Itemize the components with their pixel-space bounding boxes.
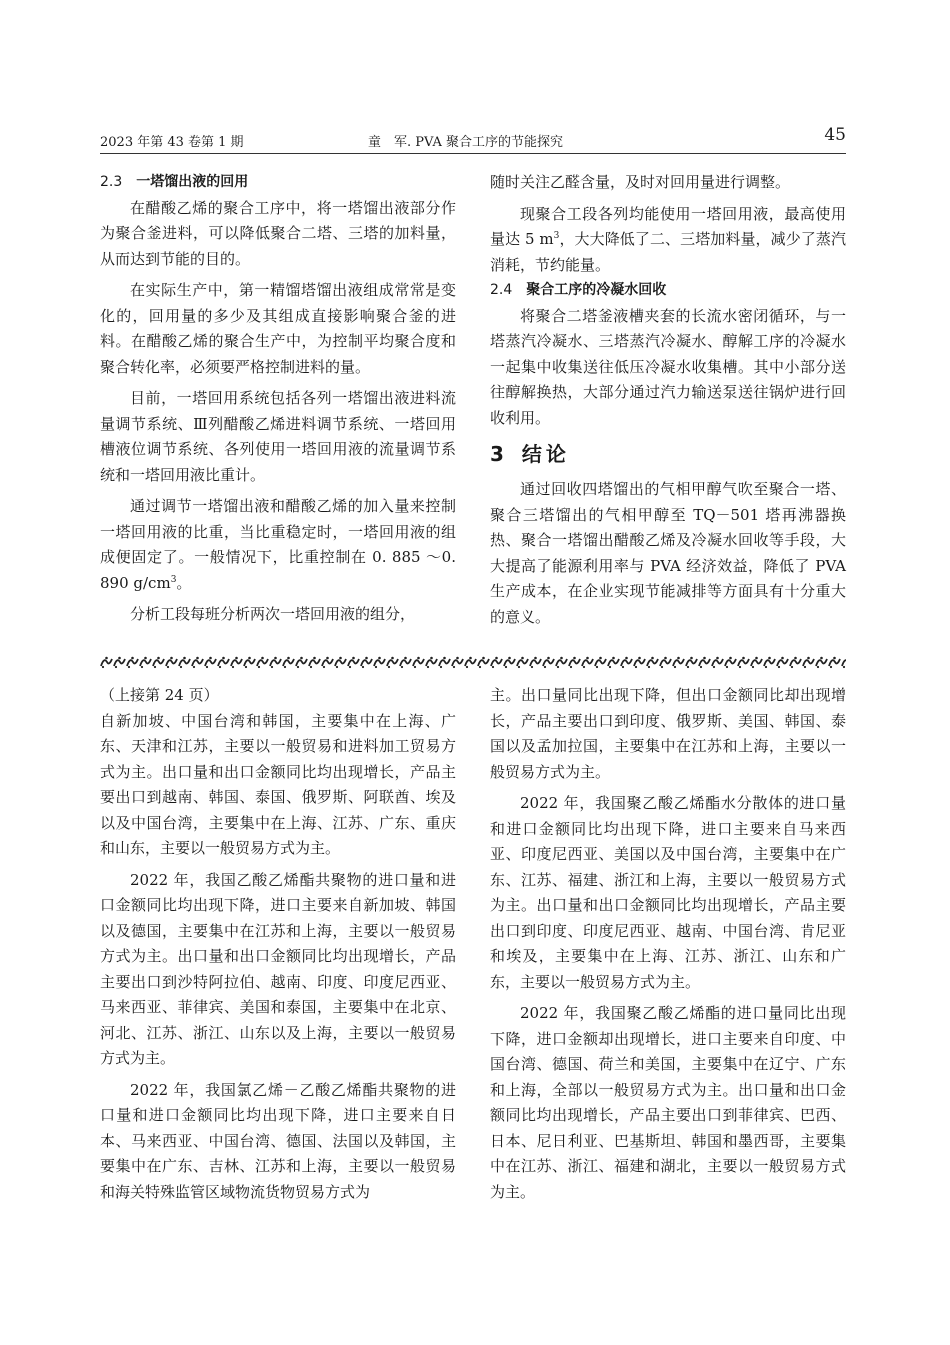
section-number: 3 xyxy=(490,442,508,466)
header-rule xyxy=(100,153,846,154)
paragraph: 通过调节一塔馏出液和醋酸乙烯的加入量来控制一塔回用液的比重，当比重稳定时，一塔回用液的组成便固定了。一般情况下，比重控制在 0. 885 ～0. 890 $g/cm^3$。 xyxy=(100,497,456,592)
paragraph: 2022 年，我国氯乙烯－乙酸乙烯酯共聚物的进口量和进口金额同比均出现下降，进口主要来自日本、马来西亚、中国台湾、德国、法国以及韩国，主要集中在广东、吉林、江苏和上海，主要以一般贸易和海关特殊监管区域物流货物贸易方式为 xyxy=(100,1080,456,1201)
paragraph-continued: 随时关注乙醛含量，及时对回用量进行调整。 xyxy=(490,173,791,191)
page-number: 45 xyxy=(824,125,846,145)
lower-left-column xyxy=(100,683,456,1205)
paragraph: 在实际生产中，第一精馏塔馏出液组成常常是变化的，回用量的多少及其组成直接影响聚合釜的进料。在醋酸乙烯的聚合生产中，为控制平均聚合度和聚合转化率，必须要严格控制进料的量。 xyxy=(100,281,456,376)
running-title: 童 军. PVA 聚合工序的节能探究 xyxy=(368,135,564,150)
paragraph: 2022 年，我国聚乙酸乙烯酯的进口量同比出现下降，进口金额却出现增长，进口主要来自印度、中国台湾、德国、荷兰和美国，主要集中在辽宁、广东和上海，全部以一般贸易方式为主。出口量和出口金额同比均出现增长，产品主要出口到菲律宾、巴西、日本、尼日利亚、巴基斯坦、韩国和墨西哥，主要集中在江苏、浙江、福建和湖北，主要以一般贸易方式为主。 xyxy=(490,1004,846,1201)
paragraph: 2022 年，我国聚乙酸乙烯酯水分散体的进口量和进口金额同比均出现下降，进口主要来自马来西亚、印度尼西亚、美国以及中国台湾，主要集中在广东、江苏、福建、浙江和上海，主要以一般贸易方式为主。出口量和出口金额同比均出现增长，产品主要出口到印度、印度尼西亚、越南、中国台湾、肯尼亚和埃及，主要集中在上海、江苏、浙江、山东和广东，主要以一般贸易方式为主。 xyxy=(490,794,846,991)
decorative-divider xyxy=(100,655,846,669)
section-title: 聚合工序的冷凝水回收 xyxy=(526,282,667,298)
paragraph: 将聚合二塔釜液槽夹套的长流水密闭循环，与一塔蒸汽冷凝水、三塔蒸汽冷凝水、醇解工序的冷凝水一起集中收集送往低压冷凝水收集槽。其中小部分送往醇解换热，大部分通过汽力输送泵送往锅炉进行回收利用。 xyxy=(490,306,846,427)
section-2-3-heading xyxy=(100,170,456,196)
paragraph-continued: 自新加坡、中国台湾和韩国，主要集中在上海、广东、天津和江苏，主要以一般贸易和进料加工贸易方式为主。出口量和出口金额同比均出现增长，产品主要出口到越南、韩国、泰国、俄罗斯、阿联酋、埃及以及中国台湾，主要集中在上海、江苏、广东、重庆和山东，主要以一般贸易方式为主。 xyxy=(100,711,456,857)
section-3-heading xyxy=(490,437,846,471)
paragraph: 分析工段每班分析两次一塔回用液的组分， xyxy=(130,605,416,623)
section-number: 2.3 xyxy=(100,174,123,190)
section-2-4-heading xyxy=(490,278,846,304)
section-title: 结论 xyxy=(521,442,570,466)
paragraph: 2022 年，我国乙酸乙烯酯共聚物的进口量和进口金额同比均出现下降，进口主要来自新加坡、韩国以及德国，主要集中在江苏和上海，主要以一般贸易方式为主。出口量和出口金额同比均出现增长，产品主要出口到沙特阿拉伯、越南、印度、印度尼西亚、马来西亚、菲律宾、美国和泰国，主要集中在北京、河北、江苏、浙江、山东以及上海，主要以一般贸易方式为主。 xyxy=(100,870,456,1067)
paragraph: 在醋酸乙烯的聚合工序中，将一塔馏出液部分作为聚合釜进料，可以降低聚合二塔、三塔的加料量，从而达到节能的目的。 xyxy=(100,198,456,268)
upper-right-column xyxy=(490,170,846,630)
paragraph: 通过回收四塔馏出的气相甲醇气吹至聚合一塔、聚合三塔馏出的气相甲醇至 TQ－501 塔再沸器换热、聚合一塔馏出醋酸乙烯及冷凝水回收等手段，大大提高了能源利用率与 PVA 经济效益，降低了 PVA 生产成本，在企业实现节能减排等方面具有十分重大的意义。 xyxy=(490,480,846,626)
section-title: 一塔馏出液的回用 xyxy=(136,174,249,190)
running-header xyxy=(100,127,846,151)
lower-right-column xyxy=(490,683,846,1205)
paragraph-continued: 主。出口量同比出现下降，但出口金额同比却出现增长，产品主要出口到印度、俄罗斯、美国、韩国、泰国以及孟加拉国，主要集中在江苏和上海，主要以一般贸易方式为主。 xyxy=(490,686,846,781)
upper-left-column xyxy=(100,170,456,628)
continued-note: （上接第 24 页） xyxy=(100,686,219,704)
section-number: 2.4 xyxy=(490,282,513,298)
paragraph: 现聚合工段各列均能使用一塔回用液，最高使用量达 5 $m^3$，大大降低了二、三塔加料量，减少了蒸汽消耗，节约能量。 xyxy=(490,204,846,274)
journal-issue: 2023 年第 43 卷第 1 期 xyxy=(100,135,244,150)
paragraph: 目前，一塔回用系统包括各列一塔馏出液进料流量调节系统、Ⅲ列醋酸乙烯进料调节系统、一塔回用槽液位调节系统、各列使用一塔回用液的流量调节系统和一塔回用液比重计。 xyxy=(100,389,456,484)
